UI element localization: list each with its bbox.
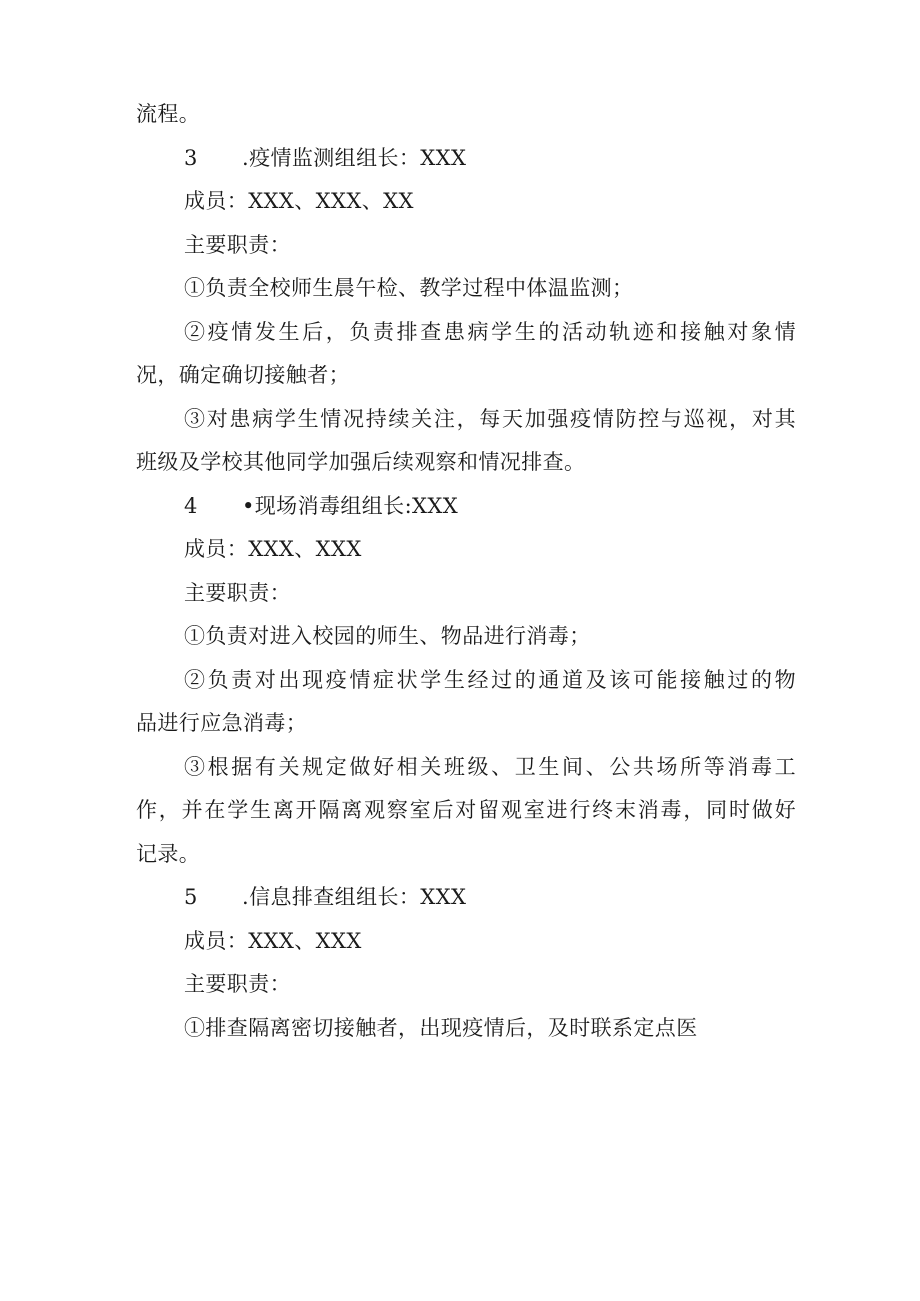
duty-item: ③根据有关规定做好相关班级、卫生间、公共场所等消毒工 — [184, 754, 796, 779]
section-number: 3 — [184, 145, 198, 170]
duty-item-continued: 记录。 — [136, 841, 201, 866]
duty-item-continued: 班级及学校其他同学加强后续观察和情况排查。 — [136, 450, 586, 474]
section-heading-5 — [136, 876, 796, 920]
duties-label: 主要职责： — [184, 232, 291, 257]
duty-item: ②负责对出现疫情症状学生经过的通道及该可能接触过的物 — [184, 667, 796, 692]
duty-item: ①负责全校师生晨午检、教学过程中体温监测； — [184, 276, 634, 300]
members-line: 成员：XXX、XXX — [184, 537, 362, 561]
section-heading-text: •现场消毒组组长:XXX — [242, 493, 459, 518]
section-heading-text: .信息排查组组长：XXX — [242, 885, 467, 909]
duties-label: 主要职责： — [184, 972, 291, 996]
section-heading-4 — [136, 485, 796, 529]
paragraph-line: 流程。 — [136, 102, 201, 126]
members-line: 成员：XXX、XXX — [184, 928, 362, 953]
section-heading-text: .疫情监测组组长：XXX — [242, 145, 467, 170]
duties-label: 主要职责： — [184, 580, 291, 605]
members-line: 成员：XXX、XXX、XX — [184, 189, 414, 213]
duty-item: ③对患病学生情况持续关注，每天加强疫情防控与巡视，对其 — [184, 406, 796, 431]
duty-item: ①排查隔离密切接触者，出现疫情后，及时联系定点医 — [184, 1015, 698, 1040]
section-heading-3 — [136, 137, 796, 181]
section-number: 4 — [184, 493, 198, 518]
document-body — [136, 93, 796, 1050]
section-number: 5 — [184, 885, 198, 909]
duty-item: ②疫情发生后，负责排查患病学生的活动轨迹和接触对象情 — [184, 319, 796, 344]
duty-item-continued: 作，并在学生离开隔离观察室后对留观室进行终末消毒，同时做好 — [136, 798, 796, 822]
duty-item: ①负责对进入校园的师生、物品进行消毒； — [184, 624, 591, 648]
duty-item-continued: 况，确定确切接触者； — [136, 363, 350, 387]
duty-item-continued: 品进行应急消毒； — [136, 711, 308, 735]
